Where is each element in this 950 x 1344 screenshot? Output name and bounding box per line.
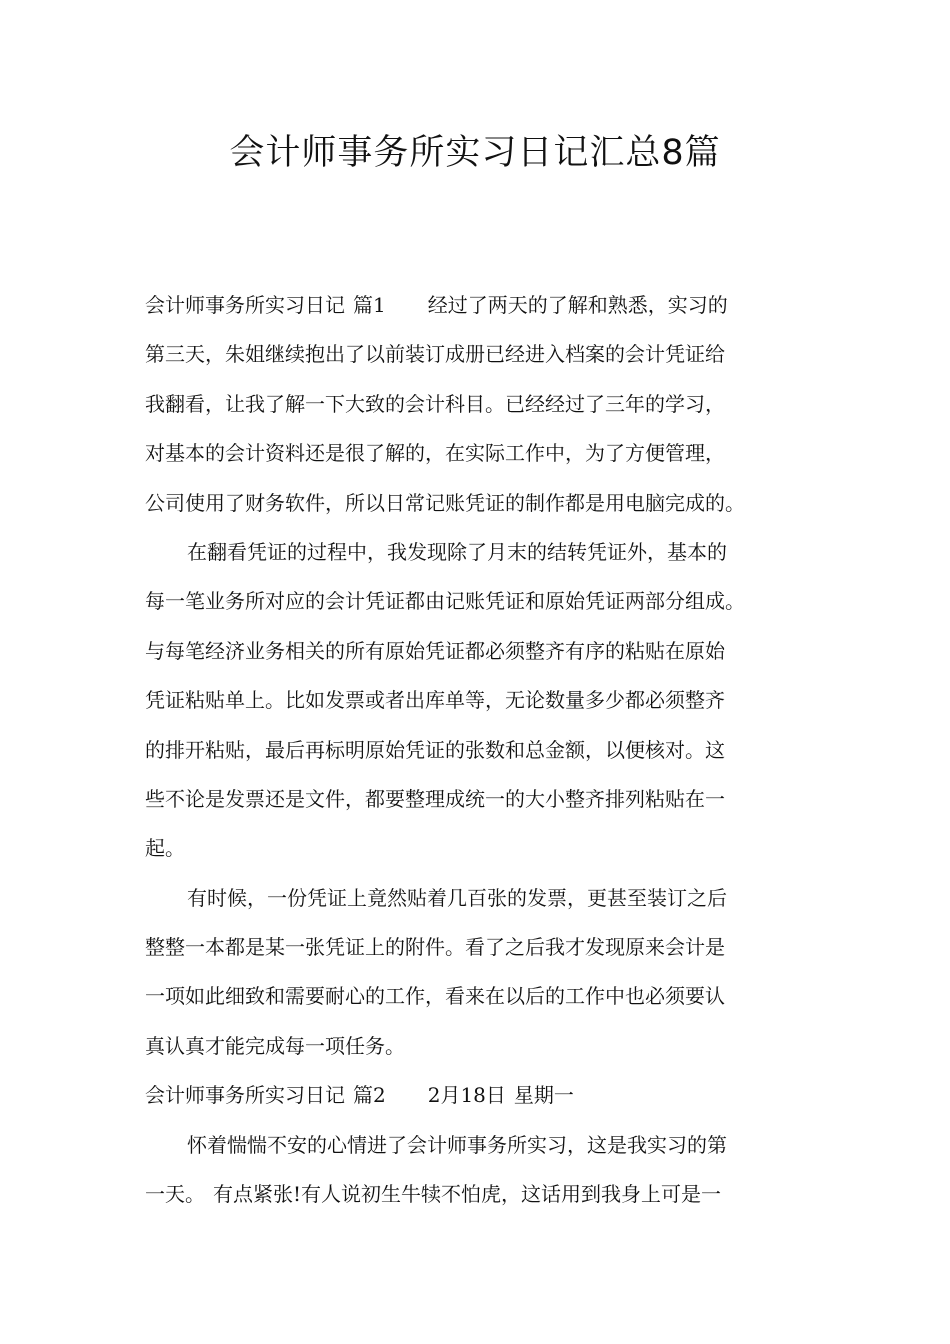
paragraph-text: 有点紧张!有人说初生牛犊不怕虎，这话用到我身上可是一 (213, 1182, 722, 1207)
paragraph-text: 一天。 (145, 1182, 205, 1207)
document-title: 会计师事务所实习日记汇总8篇 (229, 133, 721, 173)
paragraph-line: 我翻看，让我了解一下大致的会计科目。已经经过了三年的学习， (145, 391, 725, 416)
paragraph-line: 在翻看凭证的过程中，我发现除了月末的结转凭证外，基本的 (187, 539, 727, 564)
entry-heading-text: 会计师事务所实习日记 (145, 293, 345, 317)
paragraph-line: 真认真才能完成每一项任务。 (145, 1033, 405, 1058)
paragraph-line: 凭证粘贴单上。比如发票或者出库单等，无论数量多少都必须整齐 (145, 688, 725, 713)
document-body (145, 281, 810, 1219)
paragraph-line: 与每笔经济业务相关的所有原始凭证都必须整齐有序的粘贴在原始 (145, 638, 725, 663)
entry-number: 篇2 (353, 1083, 386, 1108)
paragraph-line: 整整一本都是某一张凭证上的附件。看了之后我才发现原来会计是 (145, 935, 725, 960)
paragraph-line: 公司使用了财务软件，所以日常记账凭证的制作都是用电脑完成的。 (145, 490, 745, 515)
paragraph-line: 的排开粘贴，最后再标明原始凭证的张数和总金额，以便核对。这 (145, 737, 725, 762)
paragraph-line: 第三天，朱姐继续抱出了以前装订成册已经进入档案的会计凭证给 (145, 342, 725, 367)
entry-date: 2月18日 (427, 1083, 506, 1108)
entry-number: 篇1 (353, 293, 386, 317)
entry-heading-1 (145, 281, 810, 330)
entry-weekday: 星期一 (513, 1083, 574, 1108)
paragraph-text: 经过了两天的了解和熟悉，实习的 (427, 293, 728, 317)
paragraph-line: 一项如此细致和需要耐心的工作，看来在以后的工作中也必须要认 (145, 984, 725, 1009)
paragraph-line: 每一笔业务所对应的会计凭证都由记账凭证和原始凭证两部分组成。 (145, 589, 745, 614)
paragraph-line: 些不论是发票还是文件，都要整理成统一的大小整齐排列粘贴在一 (145, 786, 725, 811)
paragraph-line: 起。 (145, 836, 185, 861)
paragraph-line: 对基本的会计资料还是很了解的，在实际工作中，为了方便管理， (145, 441, 725, 466)
paragraph-line: 有时候，一份凭证上竟然贴着几百张的发票，更甚至装订之后 (187, 885, 727, 910)
entry-heading-text: 会计师事务所实习日记 (145, 1083, 345, 1108)
paragraph-line: 怀着惴惴不安的心情进了会计师事务所实习，这是我实习的第 (187, 1132, 727, 1157)
entry-heading-2 (145, 1071, 810, 1120)
paragraph-line (145, 1170, 810, 1219)
